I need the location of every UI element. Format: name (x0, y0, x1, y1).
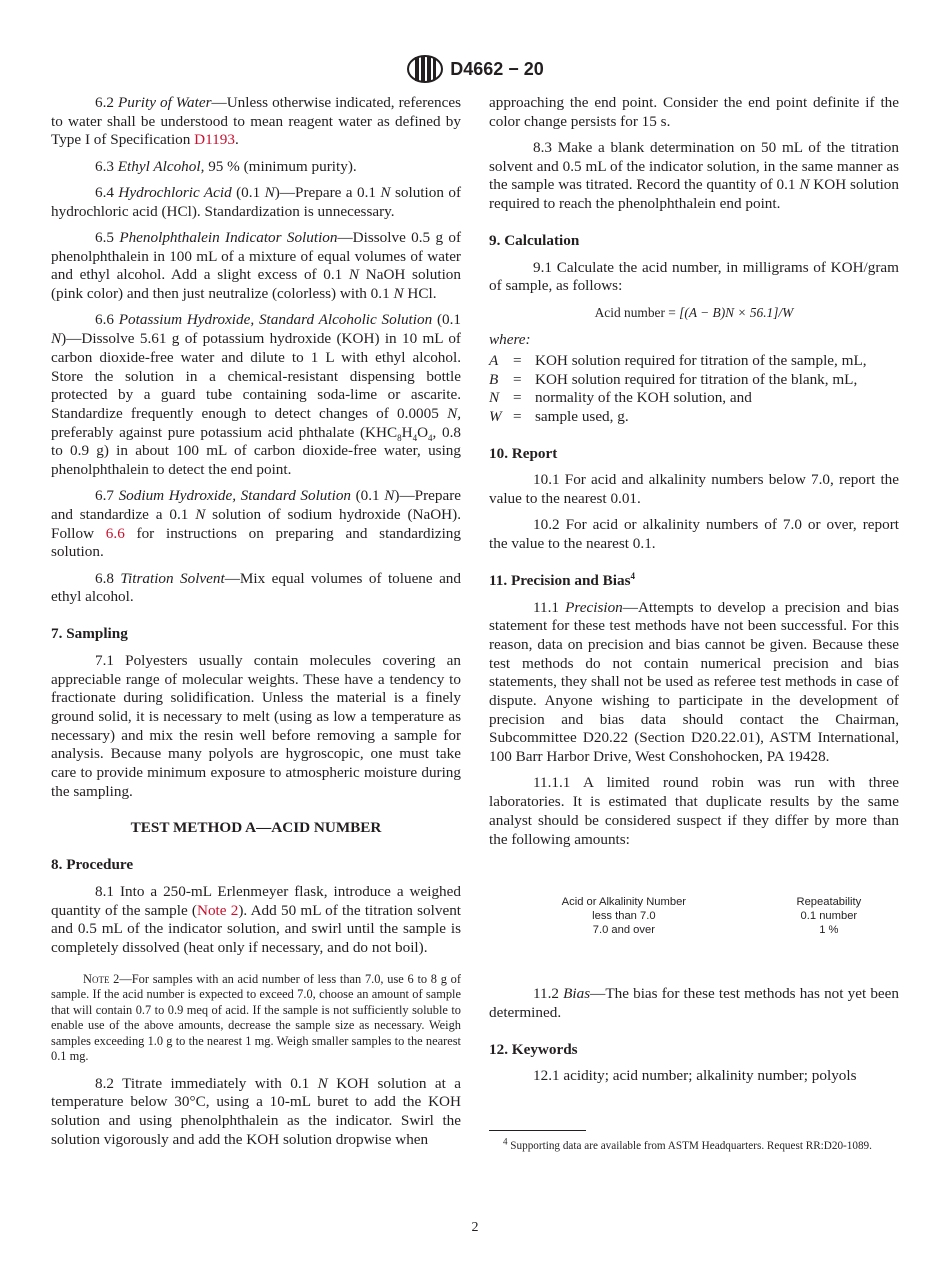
section-12-heading: 12. Keywords (489, 1040, 578, 1058)
section-10-heading: 10. Report (489, 444, 558, 462)
paragraph-8-2-continued: approaching the end point. Consider the end point definite if the color change persists for 15 s. (489, 94, 899, 130)
paragraph-7-1: 7.1 Polyesters usually contain molecules covering an appreciable range of molecular weights. These have a tendency to fractionate during solidification. Unless the material is a finely ground solid, it is necessary to melt (using as low a temperature as necessary) and mix the resin well before removing a sample for analysis. Because many polyols are hygroscopic, one must take care to provide minimum exposure to atmospheric moisture during the sampling. (51, 651, 461, 800)
table-cell: 0.1 number (800, 910, 858, 923)
paragraph-6-4: 6.4 Hydrochloric Acid (0.1 N)—Prepare a 0.1 N solution of hydrochloric acid (HCl). Standardization is unnecessary. (51, 184, 462, 220)
table-header: Repeatability (796, 896, 862, 909)
variable-row: N = normality of the KOH solution, and (489, 389, 752, 407)
right-column (489, 94, 899, 1154)
footnote-divider (489, 1130, 586, 1131)
variable-definitions (489, 352, 899, 427)
paragraph-10-1: 10.1 For acid and alkalinity numbers below 7.0, report the value to the nearest 0.01. (489, 471, 899, 508)
section-9-heading: 9. Calculation (489, 231, 580, 249)
where-label: where: (489, 331, 531, 349)
paragraph-8-2: 8.2 Titrate immediately with 0.1 N KOH solution at a temperature below 30°C, using a 10-mL buret to add the KOH solution and using phenolphthalein as the indicator. Swirl the solution vigorously and add the KOH solution dropwise when (51, 1074, 461, 1148)
paragraph-11-1: 11.1 Precision—Attempts to develop a precision and bias statement for these test methods have not been successful. For this reason, data on precision and bias cannot be given. Because these test methods do not contain numerical precision and bias statements, they shall not be used as referee test methods in case of dispute. Anyone wishing to participate in the development of precision and bias data should contact the Chairman, Subcommittee D20.22 (Section D20.22.01), ASTM International, 100 Barr Harbor Drive, West Conshohocken, PA 19428. (489, 598, 899, 766)
document-id: D4662 − 20 (450, 58, 544, 79)
paragraph-12-1: 12.1 acidity; acid number; alkalinity number; polyols (533, 1067, 857, 1085)
variable-row: B = KOH solution required for titration of the blank, mL, (489, 370, 858, 388)
paragraph-6-7: 6.7 Sodium Hydroxide, Standard Solution (0.1 N)—Prepare and standardize a 0.1 N solution of sodium hydroxide (NaOH). Follow 6.6 for instructions on preparing and standardizing solution. (51, 487, 462, 561)
section-11-heading: 11. Precision and Bias$^4$ (489, 570, 635, 589)
paragraph-6-2: 6.2 Purity of Water—Unless otherwise indicated, references to water shall be understood to mean reagent water as defined by Type I of Specification D1193. (51, 94, 461, 149)
paragraph-8-1: 8.1 Into a 250-mL Erlenmeyer flask, introduce a weighed quantity of the sample (Note 2). Add 50 mL of the titration solvent and 0.5 mL of the indicator solution, and swirl until the sample is completely dissolved (heat only if necessary, and do not boil). (51, 882, 462, 956)
footnote-ref[interactable]: 4 (630, 570, 635, 581)
table-row (489, 923, 899, 937)
left-column (51, 94, 461, 1157)
astm-logo-icon (406, 54, 444, 84)
section-7-heading: 7. Sampling (51, 625, 128, 643)
page-header (0, 54, 950, 84)
table-row (489, 909, 899, 923)
link-6-6[interactable]: 6.6 (105, 524, 125, 542)
link-note-2[interactable]: Note 2 (196, 901, 239, 919)
repeatability-table (489, 895, 899, 937)
paragraph-11-2: 11.2 Bias—The bias for these test methods has not yet been determined. (489, 985, 899, 1021)
paragraph-11-1-1: 11.1.1 A limited round robin was run with three laboratories. It is estimated that duplicate results by the same analyst should be considered suspect if they differ by more than the following amounts: (489, 774, 899, 848)
test-method-a-heading: TEST METHOD A—ACID NUMBER (130, 819, 382, 837)
paragraph-6-5: 6.5 Phenolphthalein Indicator Solution—Dissolve 0.5 g of phenolphthalein in 100 mL of a mixture of equal volumes of water and ethyl alcohol. Add a slight excess of 0.1 N NaOH solution (pink color) and then just neutralize (colorless) with 0.1 N HCl. (51, 229, 462, 303)
paragraph-6-8: 6.8 Titration Solvent—Mix equal volumes of toluene and ethyl alcohol. (51, 569, 461, 606)
paragraph-10-2: 10.2 For acid or alkalinity numbers of 7.0 or over, report the value to the nearest 0.1. (489, 516, 899, 553)
table-header: Acid or Alkalinity Number (561, 896, 687, 909)
note-2: Note 2—For samples with an acid number of less than 7.0, use 6 to 8 g of sample. If the acid number is expected to exceed 7.0, choose an amount of sample that will contain 0.7 to 0.9 meq of acid. If the sample is not sufficiently soluble to enable use of the above amounts, decrease the sample size as necessary. Weigh samples exceeding 1.0 g to the nearest 1 mg. Weigh smaller samples to the nearest 0.1 mg. (51, 971, 461, 1064)
table-cell: less than 7.0 (592, 910, 656, 923)
variable-row: W = sample used, g. (489, 408, 629, 426)
paragraph-6-3: 6.3 Ethyl Alcohol, 95 % (minimum purity). (95, 157, 357, 175)
table-header-row (489, 895, 899, 909)
acid-number-formula: Acid number = [(A − B)N × 56.1]/W (594, 304, 794, 320)
table-cell: 7.0 and over (592, 924, 655, 937)
paragraph-8-3: 8.3 Make a blank determination on 50 mL of the titration solvent and 0.5 mL of the indicator solution, in the same manner as the sample was titrated. Record the quantity of 0.1 N KOH solution required to reach the phenolphthalein end point. (489, 139, 899, 213)
paragraph-6-6: 6.6 Potassium Hydroxide, Standard Alcoholic Solution (0.1 N)—Dissolve 5.61 g of potassium hydroxide (KOH) in 10 mL of carbon dioxide-free water and dilute to 1 L with ethyl alcohol. Store the solution in a chemical-resistant dispensing bottle protected by a guard tube containing soda-lime or ascarite. Standardize frequently enough to detect changes of 0.0005 N, preferably against pure potassium acid phthalate ($KHC_8H_4O_4$, 0.8 to 0.9 g) in about 100 mL of carbon dioxide-free water, using phenolphthalein to detect the end point. (51, 311, 461, 479)
variable-row: A = KOH solution required for titration of the sample, mL, (489, 351, 867, 369)
paragraph-9-1: 9.1 Calculate the acid number, in milligrams of KOH/gram of sample, as follows: (489, 258, 899, 295)
section-8-heading: 8. Procedure (51, 856, 134, 874)
link-d1193[interactable]: D1193 (194, 131, 235, 149)
footnote-4: $^4$ Supporting data are available from ASTM Headquarters. Request RR:D20-1089. (503, 1136, 872, 1153)
table-cell: 1 % (819, 924, 839, 937)
page-number: 2 (471, 1220, 479, 1235)
